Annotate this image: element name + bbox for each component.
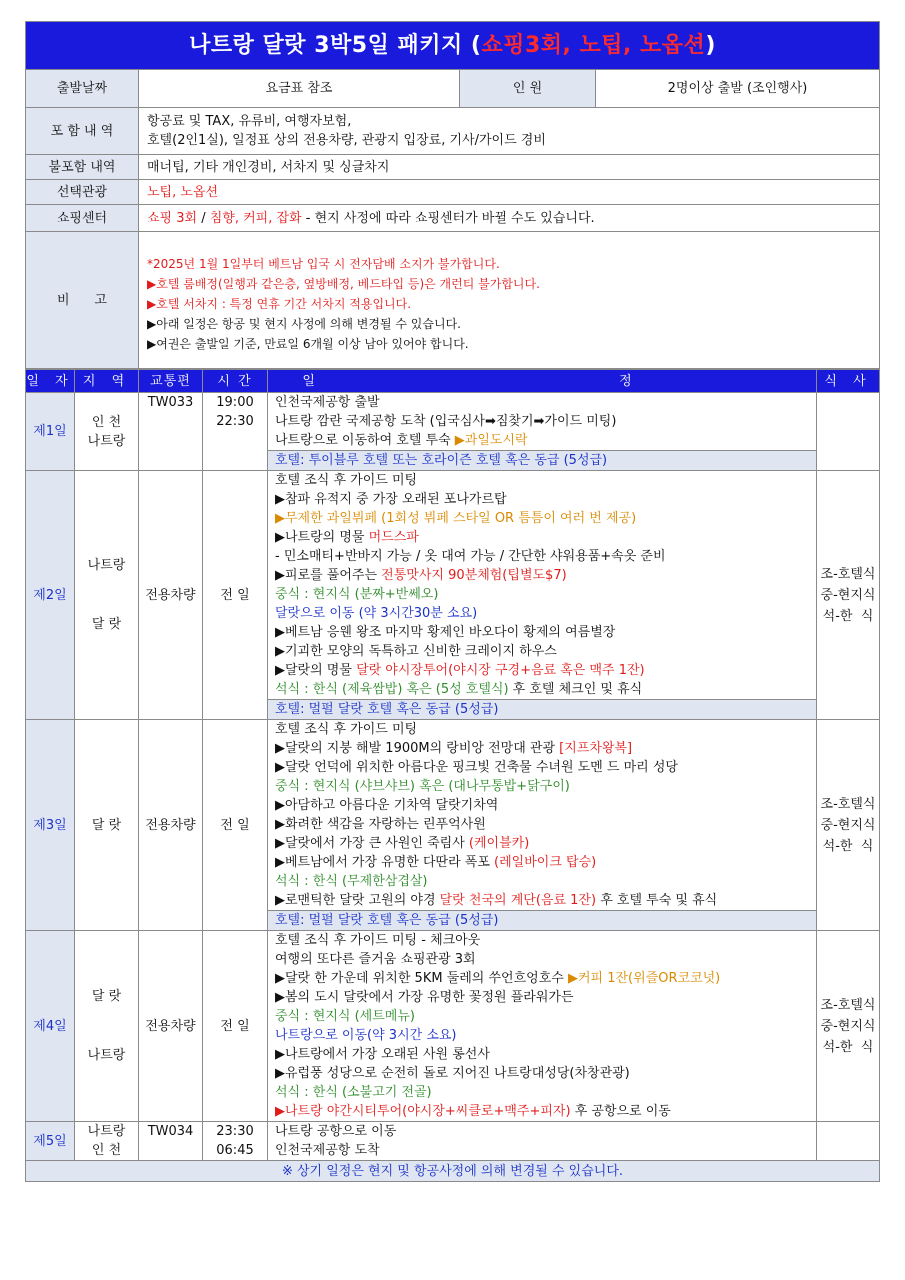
itinerary-text: 여행의 또다른 즐거움 쇼핑관광 3회: [275, 952, 476, 967]
itinerary-text: ▶피로를 풀어주는: [275, 568, 382, 583]
itinerary-text: ▶달랏 언덕에 위치한 아름다운 핑크빛 건축물 수녀원 도멘 드 마리 성당: [275, 760, 678, 775]
departure-label: 출발날짜: [26, 70, 139, 108]
exclude-label: 불포함 내역: [26, 155, 139, 180]
itinerary-text: 후 호텔 투숙 및 휴식: [596, 893, 718, 908]
itinerary-line: [268, 566, 816, 585]
itinerary-line: [268, 431, 816, 450]
day-meals: [817, 931, 880, 1122]
itinerary-text: 후 공항으로 이동: [570, 1104, 671, 1119]
time-value: 전 일: [220, 1018, 250, 1034]
col-meal: 식 사: [817, 370, 880, 393]
itinerary-text: [지프차왕복]: [559, 741, 633, 756]
day-meals: [817, 471, 880, 720]
itinerary-text: ▶커피 1잔(위즐OR코코넛): [567, 971, 721, 986]
region-name: 나트랑: [87, 1048, 126, 1063]
itinerary-line: [268, 1045, 816, 1064]
region-name: 나트랑: [87, 433, 126, 449]
itinerary-text: 나트랑으로 이동하여 호텔 투숙: [275, 433, 455, 448]
itinerary-text: ▶아담하고 아름다운 기차역 달랏기차역: [275, 798, 499, 813]
title-highlight: 쇼핑3회, 노팁, 노옵션: [481, 33, 706, 58]
col-date: 일 자: [26, 370, 75, 393]
itinerary-line: [268, 796, 816, 815]
time-value: 전 일: [220, 817, 250, 833]
day-region: [75, 471, 139, 720]
itinerary-text: 달랏 야시장투어(야시장 구경+음료 혹은 맥주 1잔): [356, 663, 645, 678]
day-region: [75, 393, 139, 471]
col-region: 지 역: [75, 370, 139, 393]
itinerary-line: [268, 872, 816, 891]
itinerary-line: [268, 528, 816, 547]
itinerary-line: [268, 1007, 816, 1026]
day-itinerary: [268, 471, 817, 720]
itinerary-line: [268, 1102, 816, 1121]
day-label: 제4일: [26, 931, 75, 1122]
itinerary-line: [268, 758, 816, 777]
itinerary-text: ▶봄의 도시 달랏에서 가장 유명한 꽃정원 플라워가든: [275, 990, 574, 1005]
itinerary-line: [268, 834, 816, 853]
itinerary-line: [268, 680, 816, 699]
itinerary-text: 석식 : 한식 (소불고기 전골): [275, 1085, 432, 1100]
hotel-info: 호텔: 멀펄 달랏 호텔 혹은 동급 (5성급): [268, 910, 816, 930]
day-row: [26, 720, 880, 931]
day-time: [203, 393, 268, 471]
day-row: [26, 393, 880, 471]
schedule-header-row: [26, 370, 880, 393]
day-transport: 전용차량: [139, 931, 203, 1122]
itinerary-line: [268, 642, 816, 661]
itinerary-line: [268, 950, 816, 969]
itinerary-line: [268, 891, 816, 910]
day-time: [203, 931, 268, 1122]
day-itinerary: [268, 1122, 817, 1161]
itinerary-line: [268, 720, 816, 739]
day-region: [75, 1122, 139, 1161]
schedule-table: [25, 369, 880, 1182]
itinerary-text: 나트랑 공항으로 이동: [275, 1124, 397, 1139]
itinerary-line: [268, 547, 816, 566]
meal-item: 조-호텔식: [820, 566, 876, 582]
day-time: [203, 1122, 268, 1161]
day-time: [203, 720, 268, 931]
day-row: [26, 1122, 880, 1161]
shopping-label: 쇼핑센터: [26, 205, 139, 232]
remarks-value: *2025년 1월 1일부터 베트남 입국 시 전자담배 소지가 불가합니다. ▶호텔 룸배정(일행과 같은층, 옆방배정, 베드타입 등)은 개런티 불가합니다. ▶호텔 서차지 : 특정 연휴 기간 서차지 적용입니다. ▶아래 일정은 항공 및 현지 사정에 의해 변경될 수 있습니다. ▶여권은 출발일 기준, 만료일 6개월 이상 남아 있어야 합니다.: [139, 232, 880, 369]
col-time: 시 간: [203, 370, 268, 393]
itinerary-text: 달랏 천국의 계단(음료 1잔): [439, 893, 597, 908]
meal-item: 중-현지식: [820, 1018, 876, 1034]
itinerary-text: - 민소매티+반바지 가능 / 옷 대여 가능 / 간단한 샤워용품+속옷 준비: [275, 549, 666, 564]
day-region: [75, 720, 139, 931]
col-transport: 교통편: [139, 370, 203, 393]
exclude-value: 매너팁, 기타 개인경비, 서차지 및 싱글차지: [139, 155, 880, 180]
itinerary-text: 전통맛사지 90분체험(팁별도$7): [381, 568, 567, 583]
region-name: 나트랑: [87, 1124, 126, 1139]
day-itinerary: [268, 931, 817, 1122]
meal-item: 석-한 식: [822, 608, 874, 624]
itinerary-text: ▶과일도시락: [454, 433, 528, 448]
meal-item: 조-호텔식: [820, 796, 876, 812]
itinerary-text: ▶무제한 과일뷔페 (1회성 뷔페 스타일 OR 틈틈이 여러 번 제공): [275, 511, 637, 526]
itinerary-text: ▶나트랑 야간시티투어(야시장+씨클로+맥주+피자): [275, 1104, 571, 1119]
meal-item: 석-한 식: [822, 838, 874, 854]
itinerary-text: ▶나트랑의 명물: [275, 530, 369, 545]
region-name: 달 랏: [91, 817, 122, 833]
meal-item: 석-한 식: [822, 1039, 874, 1055]
optional-tour-label: 선택관광: [26, 180, 139, 205]
itinerary-text: ▶달랏에서 가장 큰 사원인 죽림사: [275, 836, 469, 851]
meal-item: 중-현지식: [820, 587, 876, 603]
region-name: 인 천: [91, 1143, 122, 1158]
hotel-info: 호텔: 투이블루 호텔 또는 호라이즌 호텔 혹은 동급 (5성급): [268, 450, 816, 470]
region-name: 달 랏: [91, 989, 122, 1004]
time-value: 전 일: [220, 587, 250, 603]
day-row: [26, 931, 880, 1122]
itinerary-line: [268, 815, 816, 834]
itinerary-text: 나트랑으로 이동(약 3시간 소요): [275, 1028, 457, 1043]
itinerary-text: 인천국제공항 도착: [275, 1143, 380, 1158]
col-itinerary: 일 정: [268, 370, 817, 393]
itinerary-text: 중식 : 현지식 (샤브샤브) 혹은 (대나무통밥+닭구이): [275, 779, 570, 794]
itinerary-text: ▶달랏의 지붕 해발 1900M의 랑비앙 전망대 관광: [275, 741, 560, 756]
itinerary-text: 나트랑 깜란 국제공항 도착 (입국심사➡짐찾기➡가이드 미팅): [275, 414, 617, 429]
itinerary-line: [268, 509, 816, 528]
day-itinerary: [268, 393, 817, 471]
itinerary-text: 중식 : 현지식 (세트메뉴): [275, 1009, 415, 1024]
itinerary-text: 석식 : 한식 (무제한삼겹살): [275, 874, 428, 889]
itinerary-text: ▶유럽풍 성당으로 순전히 돌로 지어진 나트랑대성당(차창관광): [275, 1066, 630, 1081]
itinerary-line: [268, 661, 816, 680]
itinerary-line: [268, 393, 816, 412]
itinerary-line: [268, 931, 816, 950]
region-name: 달 랏: [91, 617, 122, 632]
itinerary-sheet: [25, 21, 879, 1182]
itinerary-line: [268, 623, 816, 642]
itinerary-line: [268, 585, 816, 604]
include-value: 항공료 및 TAX, 유류비, 여행자보험, 호텔(2인1실), 일정표 상의 전용차량, 관광지 입장료, 기사/가이드 경비: [139, 108, 880, 155]
itinerary-text: 머드스파: [368, 530, 419, 545]
day-itinerary: [268, 720, 817, 931]
itinerary-text: (레일바이크 탑승): [494, 855, 597, 870]
itinerary-line: [268, 1083, 816, 1102]
departure-value: 요금표 참조: [139, 70, 460, 108]
shopping-value: 쇼핑 3회 / 침향, 커피, 잡화 - 현지 사정에 따라 쇼핑센터가 바뀔 수도 있습니다.: [139, 205, 880, 232]
day-time: [203, 471, 268, 720]
itinerary-text: 중식 : 현지식 (분짜+반쎄오): [275, 587, 439, 602]
time-value: 06:45: [216, 1143, 254, 1158]
time-value: 23:30: [216, 1124, 254, 1139]
itinerary-text: (케이블카): [468, 836, 530, 851]
include-label: 포 함 내 역: [26, 108, 139, 155]
itinerary-text: 석식 : 한식 (제육쌈밥) 혹은 (5성 호텔식): [275, 682, 509, 697]
itinerary-line: [268, 988, 816, 1007]
itinerary-line: [268, 471, 816, 490]
itinerary-text: ▶달랏의 명물: [275, 663, 357, 678]
time-value: 22:30: [216, 414, 254, 429]
itinerary-line: [268, 1026, 816, 1045]
itinerary-text: ▶베트남 응웬 왕조 마지막 황제인 바오다이 황제의 여름별장: [275, 625, 616, 640]
itinerary-text: ▶참파 유적지 중 가장 오래된 포나가르탑: [275, 492, 507, 507]
itinerary-text: ▶달랏 한 가운데 위치한 5KM 둘레의 쑤언흐엉호수: [275, 971, 568, 986]
meal-item: 중-현지식: [820, 817, 876, 833]
day-transport: 전용차량: [139, 471, 203, 720]
day-region: [75, 931, 139, 1122]
hotel-info: 호텔: 멀펄 달랏 호텔 혹은 동급 (5성급): [268, 699, 816, 719]
day-row: [26, 471, 880, 720]
itinerary-line: [268, 604, 816, 623]
itinerary-line: [268, 969, 816, 988]
package-info-table: [25, 21, 880, 369]
itinerary-text: ▶화려한 색감을 자랑하는 린푸억사원: [275, 817, 486, 832]
itinerary-line: [268, 853, 816, 872]
day-meals: [817, 1122, 880, 1161]
itinerary-text: 호텔 조식 후 가이드 미팅 - 체크아웃: [275, 933, 481, 948]
page-title: 나트랑 달랏 3박5일 패키지 (쇼핑3회, 노팁, 노옵션): [26, 22, 880, 70]
meal-item: 조-호텔식: [820, 997, 876, 1013]
day-meals: [817, 720, 880, 931]
itinerary-line: [268, 1122, 816, 1141]
remarks-label: 비 고: [26, 232, 139, 369]
day-meals: [817, 393, 880, 471]
itinerary-text: 달랏으로 이동 (약 3시간30분 소요): [275, 606, 478, 621]
people-label: 인 원: [460, 70, 596, 108]
itinerary-text: 호텔 조식 후 가이드 미팅: [275, 473, 418, 488]
itinerary-text: 호텔 조식 후 가이드 미팅: [275, 722, 418, 737]
itinerary-line: [268, 412, 816, 431]
optional-tour-value: 노팁, 노옵션: [139, 180, 880, 205]
itinerary-text: 후 호텔 체크인 및 휴식: [508, 682, 643, 697]
schedule-footnote: ※ 상기 일정은 현지 및 항공사정에 의해 변경될 수 있습니다.: [26, 1161, 880, 1182]
time-value: 19:00: [216, 395, 254, 410]
people-value: 2명이상 출발 (조인행사): [596, 70, 880, 108]
itinerary-line: [268, 739, 816, 758]
itinerary-line: [268, 490, 816, 509]
region-name: 인 천: [91, 414, 122, 430]
itinerary-line: [268, 777, 816, 796]
region-name: 나트랑: [87, 558, 126, 573]
schedule-body: [26, 393, 880, 1161]
itinerary-line: [268, 1141, 816, 1160]
itinerary-text: 인천국제공항 출발: [275, 395, 380, 410]
itinerary-text: ▶나트랑에서 가장 오래된 사원 롱선사: [275, 1047, 490, 1062]
itinerary-text: ▶기괴한 모양의 독특하고 신비한 크레이지 하우스: [275, 644, 557, 659]
day-transport: 전용차량: [139, 720, 203, 931]
itinerary-text: ▶베트남에서 가장 유명한 다딴라 폭포: [275, 855, 495, 870]
day-label: 제5일: [26, 1122, 75, 1161]
day-transport: TW033: [139, 393, 203, 471]
itinerary-line: [268, 1064, 816, 1083]
day-label: 제2일: [26, 471, 75, 720]
day-label: 제3일: [26, 720, 75, 931]
day-label: 제1일: [26, 393, 75, 471]
day-transport: TW034: [139, 1122, 203, 1161]
itinerary-text: ▶로맨틱한 달랏 고원의 야경: [275, 893, 440, 908]
